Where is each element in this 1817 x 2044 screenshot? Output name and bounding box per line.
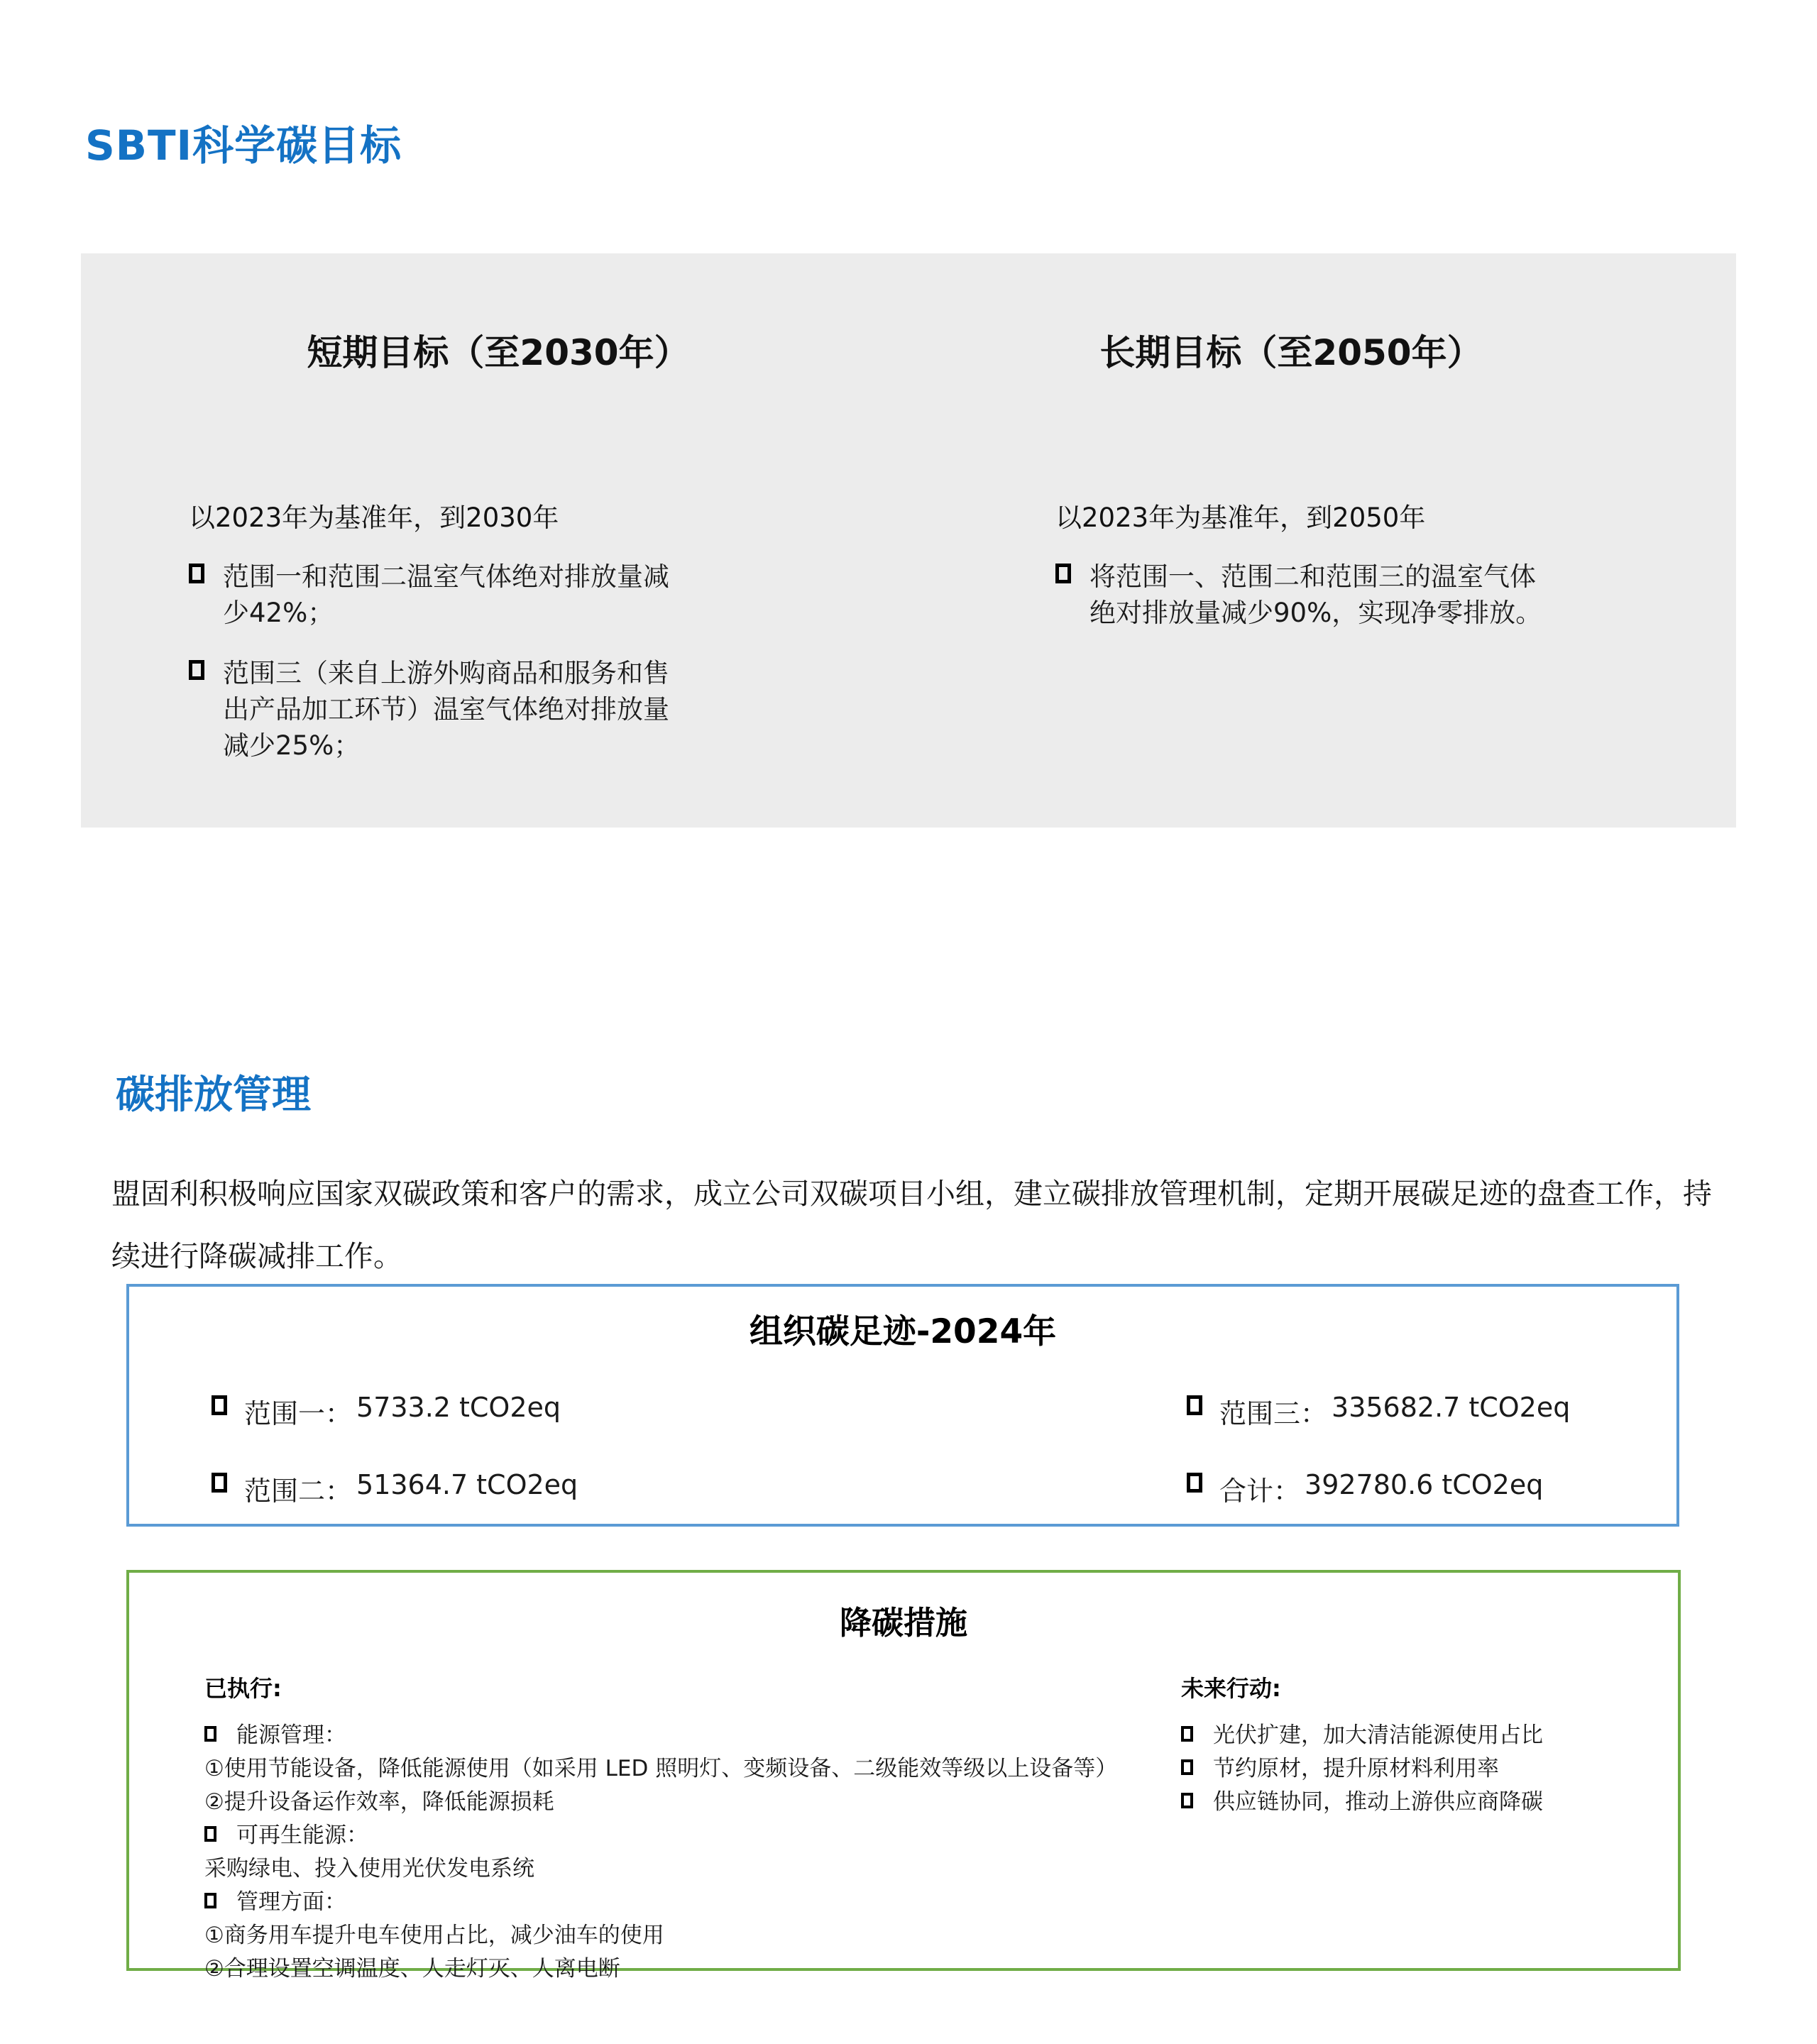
footprint-unit: tCO2eq <box>459 1392 561 1423</box>
measure-line <box>1181 1752 1664 1786</box>
footprint-item-total <box>1187 1469 1570 1508</box>
sbti-section-title: SBTI科学碳目标 <box>85 121 402 170</box>
executed-label: 已执行: <box>204 1675 282 1702</box>
checkbox-bullet-icon <box>1055 564 1071 583</box>
measure-text: 可再生能源： <box>236 1823 368 1848</box>
future-lines <box>1181 1719 1664 1819</box>
short-term-intro: 以2023年为基准年，到2030年 <box>189 502 559 533</box>
footprint-label: 范围二： <box>244 1476 353 1507</box>
footprint-value: 392780.6 <box>1305 1469 1434 1500</box>
future-label: 未来行动: <box>1181 1675 1281 1702</box>
long-term-bullets <box>1055 559 1566 655</box>
footprint-item-scope1 <box>212 1392 578 1431</box>
checkbox-bullet-icon <box>204 1826 216 1842</box>
measure-line <box>1181 1719 1664 1752</box>
short-term-bullets <box>189 559 686 788</box>
footprint-box <box>126 1284 1679 1527</box>
measure-line <box>204 1752 1198 1786</box>
short-term-title: 短期目标（至2030年） <box>307 332 690 373</box>
footprint-label: 范围三： <box>1219 1398 1328 1429</box>
bullet-text: 范围一和范围二温室气体绝对排放量减少42%； <box>223 561 669 628</box>
footprint-unit: tCO2eq <box>1469 1392 1571 1423</box>
footprint-value: 51364.7 <box>356 1469 468 1500</box>
footprint-value: 335682.7 <box>1332 1392 1461 1423</box>
measure-line <box>204 1819 1198 1852</box>
checkbox-bullet-icon <box>1181 1726 1193 1742</box>
footprint-label: 范围一： <box>244 1398 353 1429</box>
long-term-intro: 以2023年为基准年，到2050年 <box>1055 502 1426 533</box>
measure-text: 供应链协同，推动上游供应商降碳 <box>1213 1789 1543 1815</box>
footprint-column-left <box>212 1392 578 1546</box>
measure-line <box>204 1919 1198 1952</box>
checkbox-bullet-icon <box>212 1395 227 1415</box>
measure-line <box>1181 1786 1664 1819</box>
long-term-title: 长期目标（至2050年） <box>1099 332 1483 373</box>
footprint-column-right <box>1187 1392 1570 1546</box>
management-paragraph: 盟固利积极响应国家双碳政策和客户的需求，成立公司双碳项目小组，建立碳排放管理机制，定期开展碳足迹的盘查工作，持续进行降碳减排工作。 <box>111 1177 1712 1273</box>
measure-text: 光伏扩建，加大清洁能源使用占比 <box>1213 1722 1543 1748</box>
measure-text: 节约原材，提升原材料利用率 <box>1213 1756 1499 1781</box>
footprint-unit: tCO2eq <box>476 1469 578 1500</box>
footprint-title: 组织碳足迹-2024年 <box>749 1312 1057 1351</box>
footprint-item-scope3 <box>1187 1392 1570 1431</box>
measure-line <box>204 1852 1198 1886</box>
measure-text: 管理方面： <box>236 1889 346 1915</box>
list-item <box>189 559 686 631</box>
checkbox-bullet-icon <box>204 1893 216 1908</box>
measures-box <box>126 1570 1681 1982</box>
measures-title: 降碳措施 <box>839 1604 967 1642</box>
list-item <box>1055 559 1566 631</box>
measure-text: ②合理设置空调温度、人走灯灭、人离电断 <box>204 1956 620 1982</box>
list-item <box>189 655 686 764</box>
executed-lines <box>204 1719 1198 1986</box>
measure-text: ②提升设备运作效率，降低能源损耗 <box>204 1789 554 1815</box>
checkbox-bullet-icon <box>1187 1395 1202 1415</box>
checkbox-bullet-icon <box>1181 1793 1193 1808</box>
bullet-text: 范围三（来自上游外购商品和服务和售出产品加工环节）温室气体绝对排放量减少25%； <box>223 658 669 761</box>
checkbox-bullet-icon <box>1187 1473 1202 1493</box>
bullet-text: 将范围一、范围二和范围三的温室气体绝对排放量减少90%，实现净零排放。 <box>1089 561 1542 628</box>
checkbox-bullet-icon <box>204 1726 216 1742</box>
checkbox-bullet-icon <box>212 1473 227 1493</box>
measure-text: 能源管理： <box>236 1722 346 1748</box>
measure-line <box>204 1719 1198 1752</box>
measure-line <box>204 1786 1198 1819</box>
measure-text: 采购绿电、投入使用光伏发电系统 <box>204 1856 534 1881</box>
footprint-value: 5733.2 <box>356 1392 451 1423</box>
management-section-title: 碳排放管理 <box>116 1072 312 1117</box>
checkbox-bullet-icon <box>189 660 204 680</box>
footprint-unit: tCO2eq <box>1442 1469 1544 1500</box>
checkbox-bullet-icon <box>1181 1759 1193 1775</box>
checkbox-bullet-icon <box>189 564 204 583</box>
measure-text: ①使用节能设备，降低能源使用（如采用 LED 照明灯、变频设备、二级能效等级以上设备等） <box>204 1756 1118 1781</box>
footprint-item-scope2 <box>212 1469 578 1508</box>
measure-line <box>204 1952 1198 1986</box>
targets-panel <box>81 253 1736 828</box>
measure-line <box>204 1886 1198 1919</box>
footprint-label: 合计： <box>1219 1476 1301 1507</box>
measure-text: ①商务用车提升电车使用占比，减少油车的使用 <box>204 1923 664 1948</box>
